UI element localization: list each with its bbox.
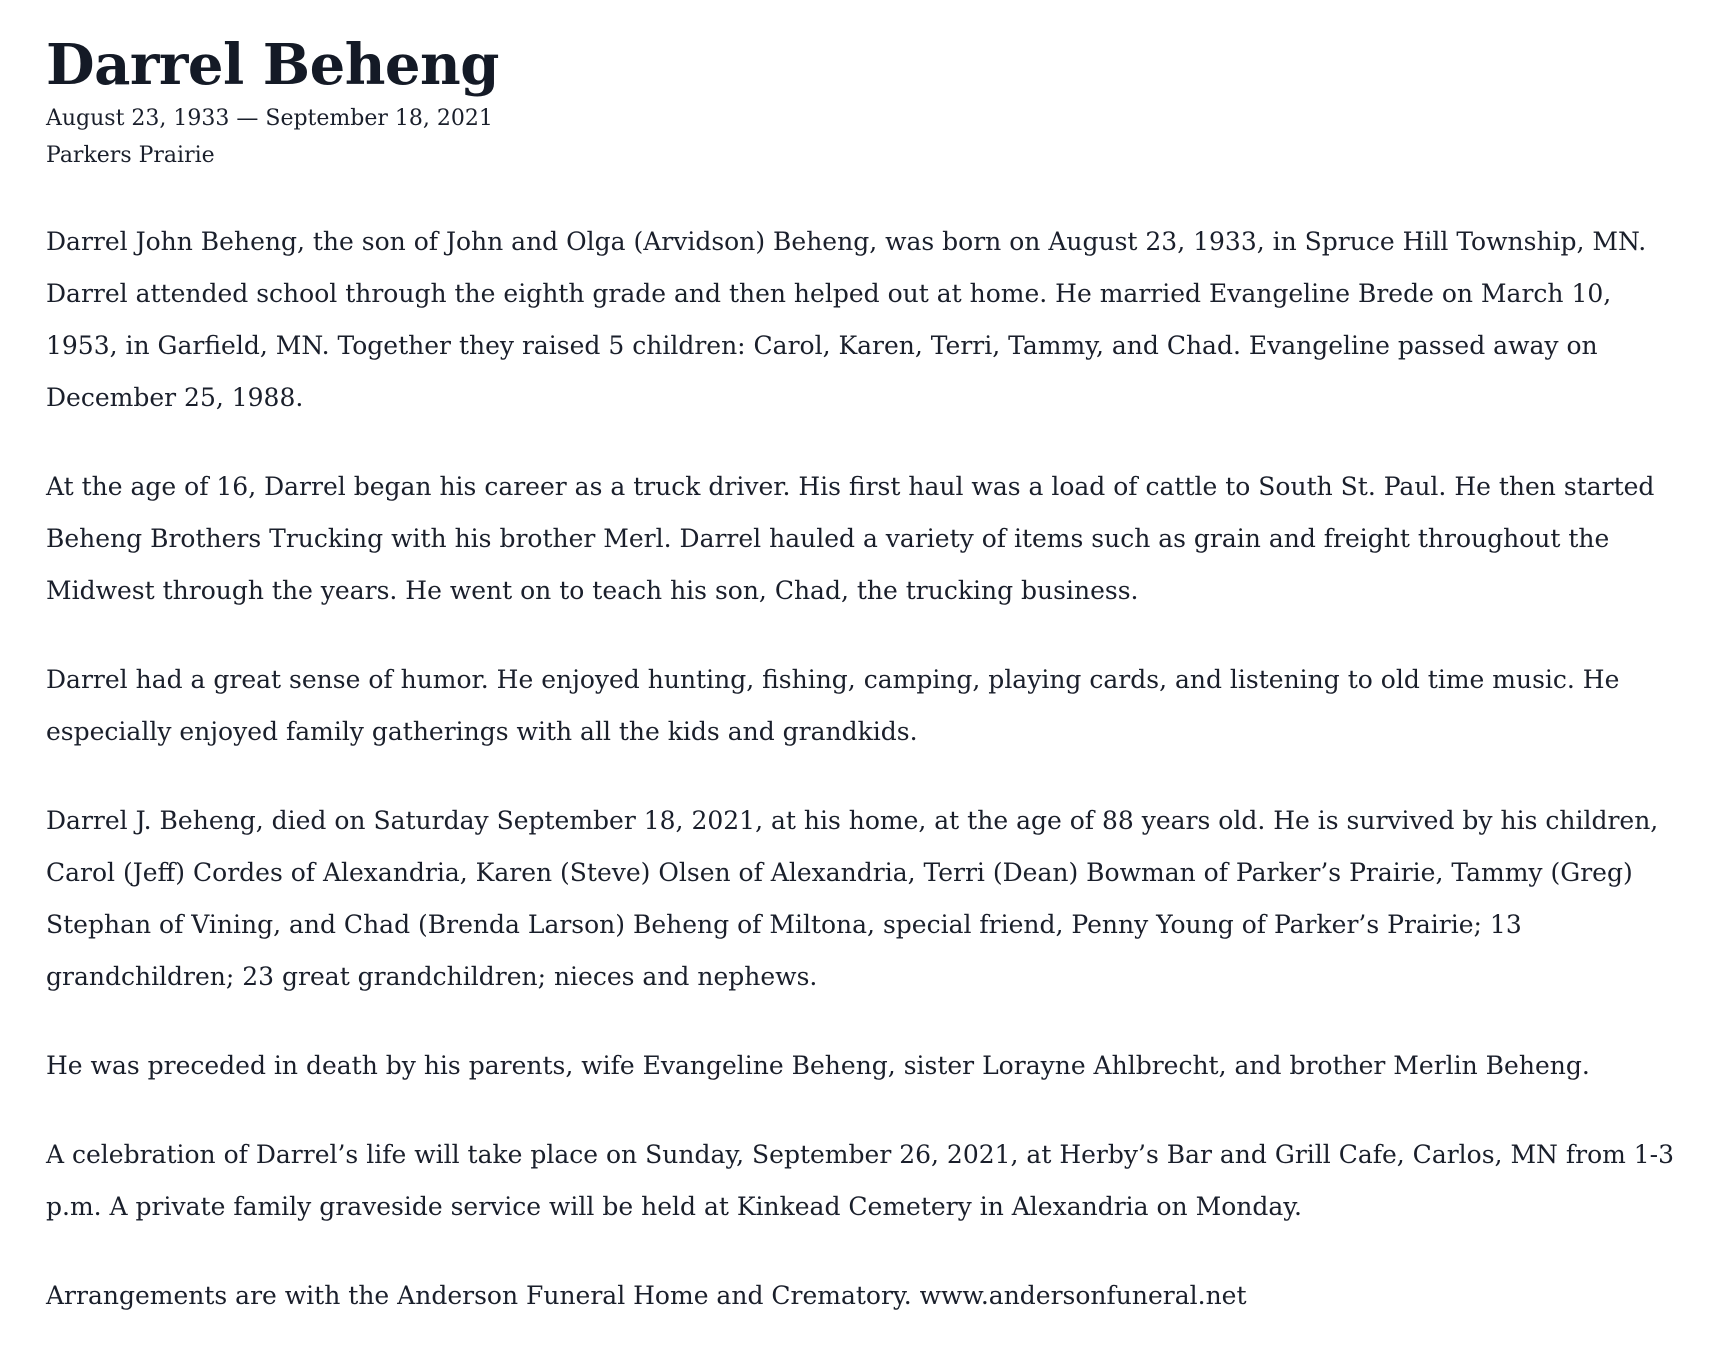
paragraph-arrangements: Arrangements are with the Anderson Funeral Home and Crematory. www.andersonfuneral.net [46, 1281, 1247, 1310]
page-title: Darrel Beheng [46, 32, 499, 98]
paragraph-survivors: Darrel J. Beheng, died on Saturday September 18, 2021, at his home, at the age of 88 years old. He is survived by his children, Carol (Jeff) Cordes of Alexandria, Karen (Steve) Olsen of Alexandria, Terri (Dean) Bowman of Parker’s Prairie, Tammy (Greg) Stephan of Vining, and Chad (Brenda Larson) Beheng of Miltona, special friend, Penny Young of Parker’s Prairie; 13 grandchildren; 23 great grandchildren; nieces and nephews. [46, 806, 1659, 991]
life-dates: August 23, 1933 — September 18, 2021 [46, 106, 493, 131]
location: Parkers Prairie [46, 143, 215, 168]
paragraph-career: At the age of 16, Darrel began his career as a truck driver. His first haul was a load of cattle to South St. Paul. He then started Beheng Brothers Trucking with his brother Merl. Darrel hauled a variety of items such as grain and freight throughout the Midwest through the years. He went on to teach his son, Chad, the trucking business. [46, 472, 1655, 605]
obituary-body [46, 216, 1686, 1322]
obituary-meta [46, 100, 1670, 174]
paragraph-preceded: He was preceded in death by his parents, wife Evangeline Beheng, sister Lorayne Ahlbrecht, and brother Merlin Beheng. [46, 1051, 1590, 1080]
paragraph-early-life: Darrel John Beheng, the son of John and Olga (Arvidson) Beheng, was born on August 23, 1933, in Spruce Hill Township, MN. Darrel attended school through the eighth grade and then helped out at home. He married Evangeline Brede on March 10, 1953, in Garfield, MN. Together they raised 5 children: Carol, Karen, Terri, Tammy, and Chad. Evangeline passed away on December 25, 1988. [46, 227, 1647, 412]
paragraph-services: A celebration of Darrel’s life will take place on Sunday, September 26, 2021, at Herby’s Bar and Grill Cafe, Carlos, MN from 1-3 p.m. A private family graveside service will be held at Kinkead Cemetery in Alexandria on Monday. [46, 1140, 1675, 1221]
paragraph-interests: Darrel had a great sense of humor. He enjoyed hunting, fishing, camping, playing cards, and listening to old time music. He especially enjoyed family gatherings with all the kids and grandkids. [46, 665, 1620, 746]
